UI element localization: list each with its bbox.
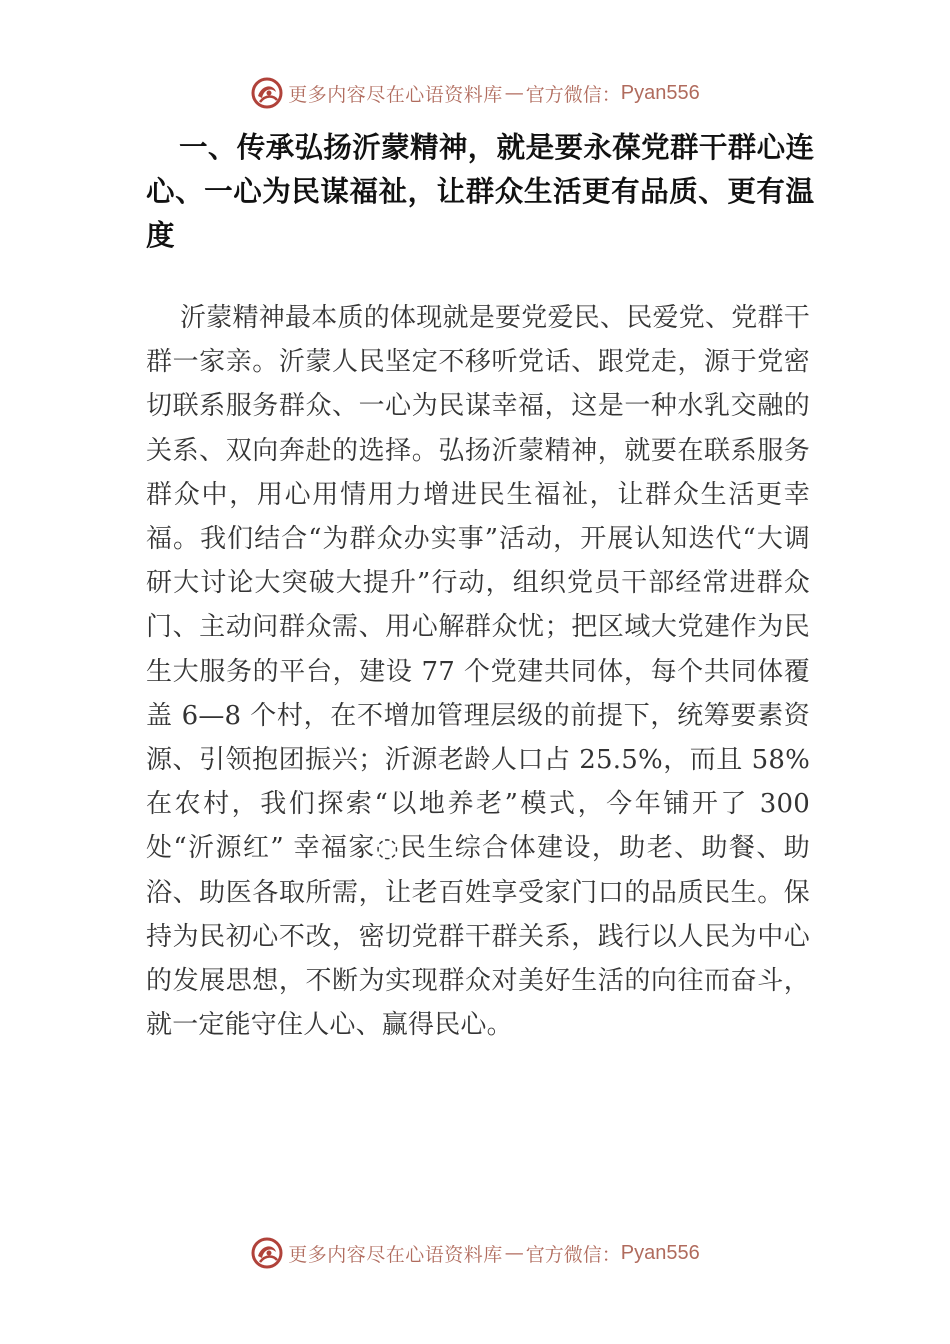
body-paragraph: 沂蒙精神最本质的体现就是要党爱民、民爱党、党群干群一家亲。沂蒙人民坚定不移听党话、跟党走，源于党密切联系服务群众、一心为民谋幸福，这是一种水乳交融的关系、双向奔赴的选择。弘扬沂蒙精神，就要在联系服务群众中，用心用情用力增进民生福祉，让群众生活更幸福。我们结合“为群众办实事”活动，开展认知迭代“大调研大讨论大突破大提升”行动，组织党员干部经常进群众门、主动问群众需、用心解群众忧；把区域大党建作为民生大服务的平台，建设 77 个党建共同体，每个共同体覆盖 6—8 个村，在不增加管理层级的前提下，统筹要素资源、引领抱团振兴；沂源老龄人口占 25.5%，而且 58%在农村，我们探索“以地养老”模式，今年铺开了 300 处“沂源红” 幸福家◌民生综合体建设，助老、助餐、助浴、助医各取所需，让老百姓享受家门口的品质民生。保持为民初心不改，密切党群干群关系，践行以人民为中心的发展思想，不断为实现群众对美好生活的向往而奋斗，就一定能守住人心、赢得民心。: [146, 303, 810, 1041]
swirl-logo-icon: [250, 76, 284, 110]
banner-dash: —: [504, 82, 524, 104]
banner-wechat-label: 官方微信：: [525, 1243, 621, 1266]
banner-wechat-label: 官方微信：: [525, 83, 621, 106]
banner-wechat-account: Pyan556: [620, 1241, 700, 1264]
banner-text: 更多内容尽在心语资料库: [288, 1243, 503, 1266]
header-banner: [0, 73, 950, 113]
banner-wechat-account: Pyan556: [620, 81, 700, 104]
swirl-logo-icon: [250, 1236, 284, 1270]
section-heading: 一、传承弘扬沂蒙精神，就是要永葆党群干群心连心、一心为民谋福祉，让群众生活更有品质、更有温度: [146, 131, 814, 252]
banner-text: 更多内容尽在心语资料库: [288, 83, 503, 106]
banner-dash: —: [504, 1242, 524, 1264]
footer-banner: [0, 1233, 950, 1273]
